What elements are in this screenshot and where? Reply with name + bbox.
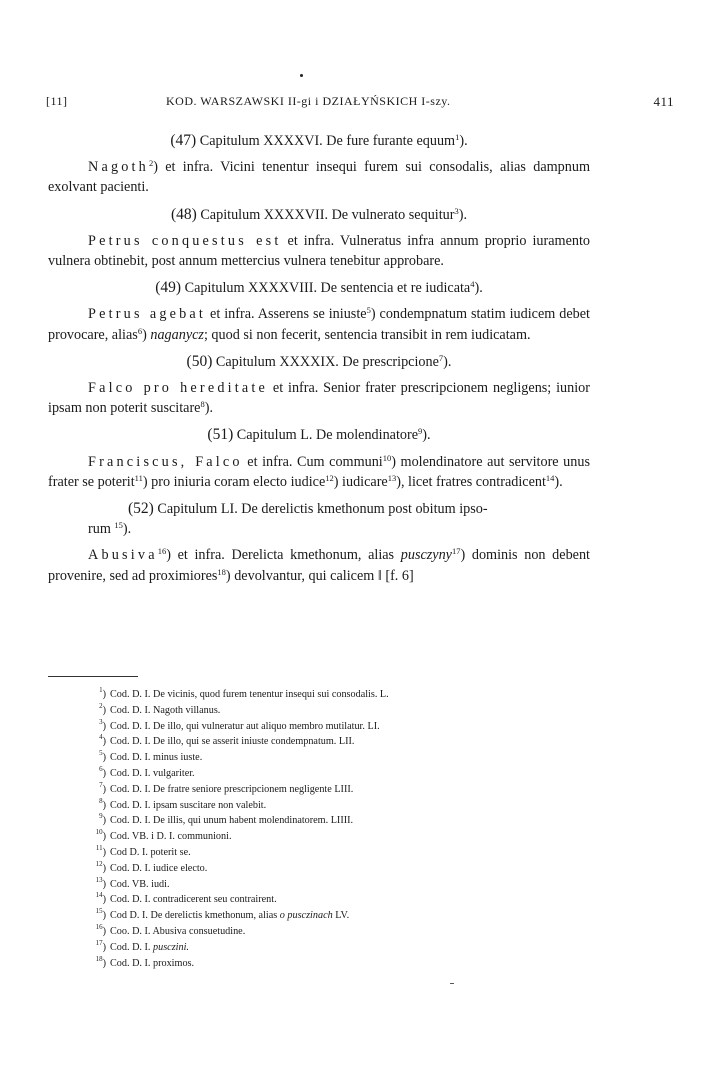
footnote-item: $^{11}$) Cod D. I. poterit se. — [95, 843, 191, 858]
main-text — [48, 124, 590, 586]
footnote-ref: 14 — [545, 472, 555, 483]
footnote-ref: 15 — [114, 520, 123, 531]
chapter-text-49: Petrus agebat et infra. Asserens se iniuste$^5$) condempnatum statim iudicem debet provocare, alias$^6$) naganycz; quod si non fecerit, sentencia transibit in rem iudicatam. — [48, 305, 590, 343]
header-title: KOD. WARSZAWSKI II-gi i DZIAŁYŃSKICH I-szy. — [166, 94, 451, 108]
footnote-ref: 4 — [470, 279, 475, 290]
footnote-item: $^7$) Cod. D. I. De fratre seniore prescripcionem negligente LIII. — [99, 780, 354, 795]
footnote-ref: 13 — [387, 472, 397, 483]
chapter-heading-47: (47) Capitulum XXXXVI. De fure furante equum$^1$). — [170, 132, 468, 149]
footnote-ref: 7 — [438, 352, 444, 363]
chapter-heading-50: (50) Capitulum XXXXIX. De prescripcione$^7$). — [186, 352, 452, 370]
footnote-ref: 3 — [454, 205, 459, 216]
footnote-ref: 1 — [455, 132, 460, 142]
chapter-heading-51: (51) Capitulum L. De molendinatore$^9$). — [207, 426, 431, 444]
footnote-ref: 10 — [382, 452, 392, 463]
footnote-item: $^8$) Cod. D. I. ipsam suscitare non valebit. — [99, 796, 267, 811]
page-speck — [450, 983, 454, 984]
chapter-heading-52: (52) Capitulum LI. De derelictis kmethonum post obitum ipso- rum $^{15}$). — [88, 500, 488, 538]
chapter-text-47: Nagoth$^2$) et infra. Vicini tenentur insequi furem sui consodalis, alias dampnum exolvant pacienti. — [48, 158, 590, 196]
footnote-item: $^9$) Cod. D. I. De illis, qui unum habent molendinatorem. LIIII. — [99, 812, 354, 827]
chapter-heading-48: (48) Capitulum XXXXVII. De vulnerato sequitur$^3$). — [170, 205, 468, 223]
footnotes — [88, 687, 568, 971]
footnote-ref: 9 — [418, 426, 423, 437]
footnote-item: $^2$) Cod. D. I. Nagoth villanus. — [99, 701, 221, 716]
page-number: 411 — [653, 94, 674, 109]
footnote-ref: 16 — [157, 546, 167, 557]
footnote-ref: 6 — [137, 325, 143, 336]
footnote-item: $^3$) Cod. D. I. De illo, qui vulneratur aut aliquo membro mutilatur. LI. — [99, 717, 380, 732]
footnote-ref: 11 — [134, 472, 143, 483]
footnote-ref: 8 — [200, 399, 205, 410]
chapter-heading-49: (49) Capitulum XXXXVIII. De sentencia et re iudicata$^4$). — [155, 279, 483, 297]
chapter-text-50: Falco pro hereditate et infra. Senior frater prescripcionem negligens; iunior ipsam non poterit suscitare$^8$). — [48, 380, 590, 417]
footnote-item: $^{12}$) Cod. D. I. iudice electo. — [95, 859, 208, 874]
running-header — [46, 92, 674, 112]
footnote-item: $^{16}$) Coo. D. I. Abusiva consuetudine. — [95, 922, 246, 937]
header-left-marker: [11] — [46, 94, 68, 108]
footnote-item: $^{15}$) Cod D. I. De derelictis kmethonum, alias o pusczinach LV. — [95, 907, 350, 922]
footnote-item: $^1$) Cod. D. I. De vicinis, quod furem tenentur insequi sui consodalis. L. — [99, 686, 389, 700]
footnote-item: $^4$) Cod. D. I. De illo, qui se asserit iniuste condempnatum. LII. — [99, 733, 355, 748]
footnote-item: $^6$) Cod. D. I. vulgariter. — [99, 764, 195, 779]
footnote-ref: 5 — [366, 305, 371, 316]
footnote-item: $^{10}$) Cod. VB. i D. I. communioni. — [95, 828, 232, 843]
chapter-text-51: Franciscus, Falco et infra. Cum communi$^{10}$) molendinatore aut servitore unus frater se poterit$^{11}$) pro iniuria coram electo iudice$^{12}$) iudicare$^{13}$), licet fratres contradicent$^{14}$). — [48, 452, 590, 490]
footnote-item: $^{14}$) Cod. D. I. contradicerent seu contrairent. — [95, 891, 277, 906]
footnote-ref: 17 — [451, 546, 461, 557]
chapter-text-48: Petrus conquestus est et infra. Vulneratus infra annum proprio iuramento vulnera obtinebit, post annum mettercius vulnera tenebitur approbare. — [48, 232, 591, 270]
footnote-ref: 12 — [325, 472, 334, 483]
footnote-item: $^5$) Cod. D. I. minus iuste. — [99, 749, 203, 764]
page-speck — [300, 74, 303, 77]
footnote-item: $^{17}$) Cod. D. I. pusczini. — [95, 938, 189, 953]
footnote-divider — [48, 676, 138, 677]
chapter-text-52: Abusiva$^{16}$) et infra. Derelicta kmethonum, alias pusczyny$^{17}$) dominis non debent provenire, sed ad proximiores$^{18}$) devolvantur, qui calicem ‖ [f. 6] — [48, 546, 590, 584]
footnote-item: $^{13}$) Cod. VB. iudi. — [95, 875, 170, 890]
footnote-item: $^{18}$) Cod. D. I. proximos. — [95, 954, 195, 969]
footnote-ref: 2 — [148, 158, 154, 169]
footnote-ref: 18 — [217, 566, 226, 577]
